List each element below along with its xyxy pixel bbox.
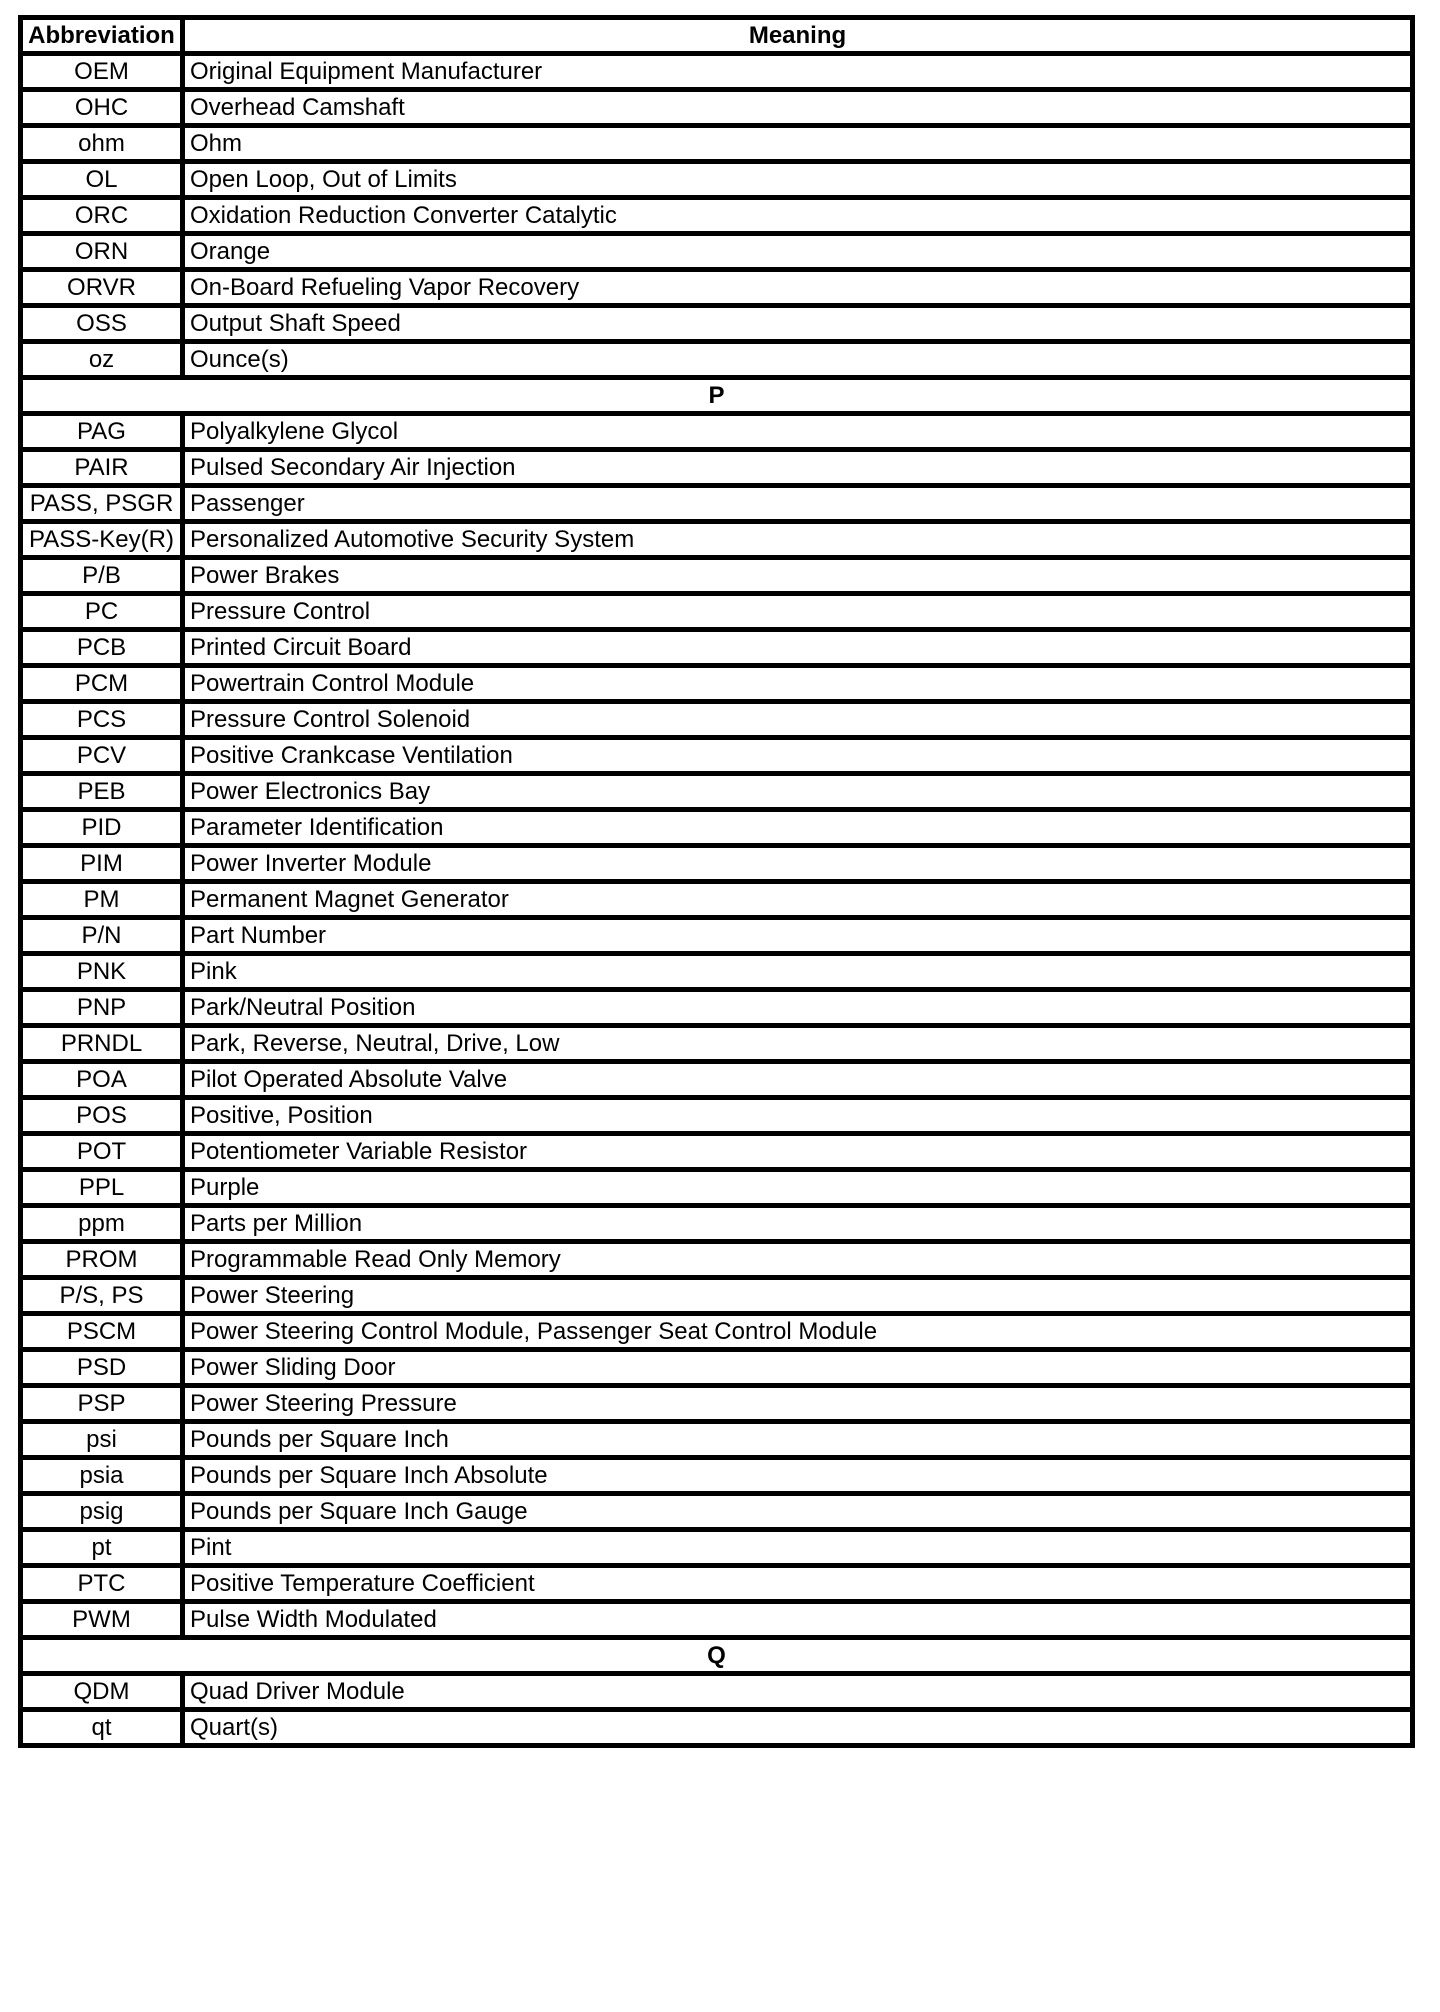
meaning-cell: Pounds per Square Inch bbox=[183, 1422, 1413, 1458]
table-row bbox=[21, 450, 1413, 486]
meaning-cell: Open Loop, Out of Limits bbox=[183, 162, 1413, 198]
abbreviation-cell: PIM bbox=[21, 846, 183, 882]
abbreviation-cell: PPL bbox=[21, 1170, 183, 1206]
table-row bbox=[21, 1674, 1413, 1710]
abbreviation-cell: PROM bbox=[21, 1242, 183, 1278]
section-row bbox=[21, 378, 1413, 414]
table-row bbox=[21, 342, 1413, 378]
meaning-cell: Pint bbox=[183, 1530, 1413, 1566]
table-row bbox=[21, 666, 1413, 702]
meaning-cell: Positive Temperature Coefficient bbox=[183, 1566, 1413, 1602]
abbreviation-cell: PSP bbox=[21, 1386, 183, 1422]
abbreviation-cell: POA bbox=[21, 1062, 183, 1098]
abbreviation-cell: ohm bbox=[21, 126, 183, 162]
table-row bbox=[21, 234, 1413, 270]
table-row bbox=[21, 738, 1413, 774]
meaning-cell: Pulsed Secondary Air Injection bbox=[183, 450, 1413, 486]
meaning-cell: Power Steering Control Module, Passenger Seat Control Module bbox=[183, 1314, 1413, 1350]
abbreviation-cell: oz bbox=[21, 342, 183, 378]
meaning-cell: Overhead Camshaft bbox=[183, 90, 1413, 126]
abbreviation-cell: OL bbox=[21, 162, 183, 198]
abbreviation-cell: PASS, PSGR bbox=[21, 486, 183, 522]
table-row bbox=[21, 1026, 1413, 1062]
meaning-cell: Parts per Million bbox=[183, 1206, 1413, 1242]
meaning-cell: Positive, Position bbox=[183, 1098, 1413, 1134]
section-letter: Q bbox=[21, 1638, 1413, 1674]
table-row bbox=[21, 1062, 1413, 1098]
meaning-cell: Power Steering bbox=[183, 1278, 1413, 1314]
meaning-cell: Pulse Width Modulated bbox=[183, 1602, 1413, 1638]
abbreviation-cell: PID bbox=[21, 810, 183, 846]
table-row bbox=[21, 198, 1413, 234]
meaning-cell: Printed Circuit Board bbox=[183, 630, 1413, 666]
meaning-cell: Power Brakes bbox=[183, 558, 1413, 594]
meaning-cell: Pounds per Square Inch Absolute bbox=[183, 1458, 1413, 1494]
table-row bbox=[21, 1134, 1413, 1170]
table-row bbox=[21, 1350, 1413, 1386]
meaning-cell: Potentiometer Variable Resistor bbox=[183, 1134, 1413, 1170]
meaning-cell: Permanent Magnet Generator bbox=[183, 882, 1413, 918]
abbreviation-cell: PNP bbox=[21, 990, 183, 1026]
meaning-cell: Park, Reverse, Neutral, Drive, Low bbox=[183, 1026, 1413, 1062]
table-row bbox=[21, 126, 1413, 162]
table-row bbox=[21, 882, 1413, 918]
meaning-cell: On-Board Refueling Vapor Recovery bbox=[183, 270, 1413, 306]
abbreviation-cell: P/B bbox=[21, 558, 183, 594]
meaning-cell: Parameter Identification bbox=[183, 810, 1413, 846]
abbreviation-cell: PAG bbox=[21, 414, 183, 450]
meaning-cell: Original Equipment Manufacturer bbox=[183, 54, 1413, 90]
meaning-column-header: Meaning bbox=[183, 18, 1413, 54]
abbreviation-cell: PWM bbox=[21, 1602, 183, 1638]
abbreviation-cell: OEM bbox=[21, 54, 183, 90]
abbreviation-cell: PM bbox=[21, 882, 183, 918]
abbreviation-cell: psi bbox=[21, 1422, 183, 1458]
table-row bbox=[21, 1458, 1413, 1494]
table-row bbox=[21, 1602, 1413, 1638]
table-row bbox=[21, 54, 1413, 90]
abbreviation-column-header: Abbreviation bbox=[21, 18, 183, 54]
abbreviation-cell: PAIR bbox=[21, 450, 183, 486]
abbreviation-cell: PCV bbox=[21, 738, 183, 774]
table-row bbox=[21, 1494, 1413, 1530]
abbreviation-cell: PCB bbox=[21, 630, 183, 666]
meaning-cell: Powertrain Control Module bbox=[183, 666, 1413, 702]
meaning-cell: Personalized Automotive Security System bbox=[183, 522, 1413, 558]
abbreviation-cell: POT bbox=[21, 1134, 183, 1170]
meaning-cell: Park/Neutral Position bbox=[183, 990, 1413, 1026]
abbreviation-cell: PCS bbox=[21, 702, 183, 738]
meaning-cell: Passenger bbox=[183, 486, 1413, 522]
table-row bbox=[21, 1170, 1413, 1206]
meaning-cell: Ounce(s) bbox=[183, 342, 1413, 378]
table-row bbox=[21, 1098, 1413, 1134]
meaning-cell: Orange bbox=[183, 234, 1413, 270]
meaning-cell: Polyalkylene Glycol bbox=[183, 414, 1413, 450]
table-row bbox=[21, 486, 1413, 522]
table-row bbox=[21, 522, 1413, 558]
abbreviation-cell: psia bbox=[21, 1458, 183, 1494]
abbreviation-cell: ppm bbox=[21, 1206, 183, 1242]
table-row bbox=[21, 990, 1413, 1026]
table-row bbox=[21, 162, 1413, 198]
table-row bbox=[21, 810, 1413, 846]
meaning-cell: Purple bbox=[183, 1170, 1413, 1206]
table-header-row bbox=[21, 18, 1413, 54]
abbreviation-cell: psig bbox=[21, 1494, 183, 1530]
meaning-cell: Ohm bbox=[183, 126, 1413, 162]
abbreviation-cell: pt bbox=[21, 1530, 183, 1566]
table-row bbox=[21, 1422, 1413, 1458]
table-row bbox=[21, 1314, 1413, 1350]
table-row bbox=[21, 1710, 1413, 1746]
table-row bbox=[21, 414, 1413, 450]
meaning-cell: Power Sliding Door bbox=[183, 1350, 1413, 1386]
meaning-cell: Pilot Operated Absolute Valve bbox=[183, 1062, 1413, 1098]
table-row bbox=[21, 1386, 1413, 1422]
abbreviation-cell: PTC bbox=[21, 1566, 183, 1602]
abbreviation-cell: qt bbox=[21, 1710, 183, 1746]
table-row bbox=[21, 630, 1413, 666]
abbreviation-cell: PASS-Key(R) bbox=[21, 522, 183, 558]
table-row bbox=[21, 1242, 1413, 1278]
meaning-cell: Power Steering Pressure bbox=[183, 1386, 1413, 1422]
table-row bbox=[21, 702, 1413, 738]
table-row bbox=[21, 1530, 1413, 1566]
meaning-cell: Quart(s) bbox=[183, 1710, 1413, 1746]
abbreviation-cell: P/N bbox=[21, 918, 183, 954]
meaning-cell: Power Inverter Module bbox=[183, 846, 1413, 882]
table-row bbox=[21, 90, 1413, 126]
table-row bbox=[21, 918, 1413, 954]
abbreviation-cell: PSCM bbox=[21, 1314, 183, 1350]
abbreviation-table bbox=[18, 15, 1415, 1748]
meaning-cell: Pounds per Square Inch Gauge bbox=[183, 1494, 1413, 1530]
meaning-cell: Pressure Control bbox=[183, 594, 1413, 630]
table-row bbox=[21, 1566, 1413, 1602]
meaning-cell: Part Number bbox=[183, 918, 1413, 954]
abbreviation-cell: PCM bbox=[21, 666, 183, 702]
meaning-cell: Oxidation Reduction Converter Catalytic bbox=[183, 198, 1413, 234]
abbreviation-cell: POS bbox=[21, 1098, 183, 1134]
abbreviation-cell: P/S, PS bbox=[21, 1278, 183, 1314]
table-row bbox=[21, 594, 1413, 630]
table-row bbox=[21, 306, 1413, 342]
abbreviation-cell: OSS bbox=[21, 306, 183, 342]
section-letter: P bbox=[21, 378, 1413, 414]
abbreviation-cell: PEB bbox=[21, 774, 183, 810]
meaning-cell: Programmable Read Only Memory bbox=[183, 1242, 1413, 1278]
abbreviation-cell: PC bbox=[21, 594, 183, 630]
abbreviation-cell: PSD bbox=[21, 1350, 183, 1386]
meaning-cell: Pressure Control Solenoid bbox=[183, 702, 1413, 738]
abbreviation-cell: ORC bbox=[21, 198, 183, 234]
table-row bbox=[21, 270, 1413, 306]
table-body bbox=[21, 54, 1413, 1746]
abbreviation-cell: PRNDL bbox=[21, 1026, 183, 1062]
meaning-cell: Power Electronics Bay bbox=[183, 774, 1413, 810]
table-row bbox=[21, 846, 1413, 882]
meaning-cell: Positive Crankcase Ventilation bbox=[183, 738, 1413, 774]
abbreviation-cell: ORN bbox=[21, 234, 183, 270]
table-row bbox=[21, 558, 1413, 594]
table-row bbox=[21, 1206, 1413, 1242]
table-row bbox=[21, 954, 1413, 990]
table-row bbox=[21, 1278, 1413, 1314]
abbreviation-cell: OHC bbox=[21, 90, 183, 126]
abbreviation-cell: ORVR bbox=[21, 270, 183, 306]
meaning-cell: Quad Driver Module bbox=[183, 1674, 1413, 1710]
section-row bbox=[21, 1638, 1413, 1674]
abbreviation-cell: PNK bbox=[21, 954, 183, 990]
abbreviation-cell: QDM bbox=[21, 1674, 183, 1710]
table-row bbox=[21, 774, 1413, 810]
meaning-cell: Output Shaft Speed bbox=[183, 306, 1413, 342]
meaning-cell: Pink bbox=[183, 954, 1413, 990]
